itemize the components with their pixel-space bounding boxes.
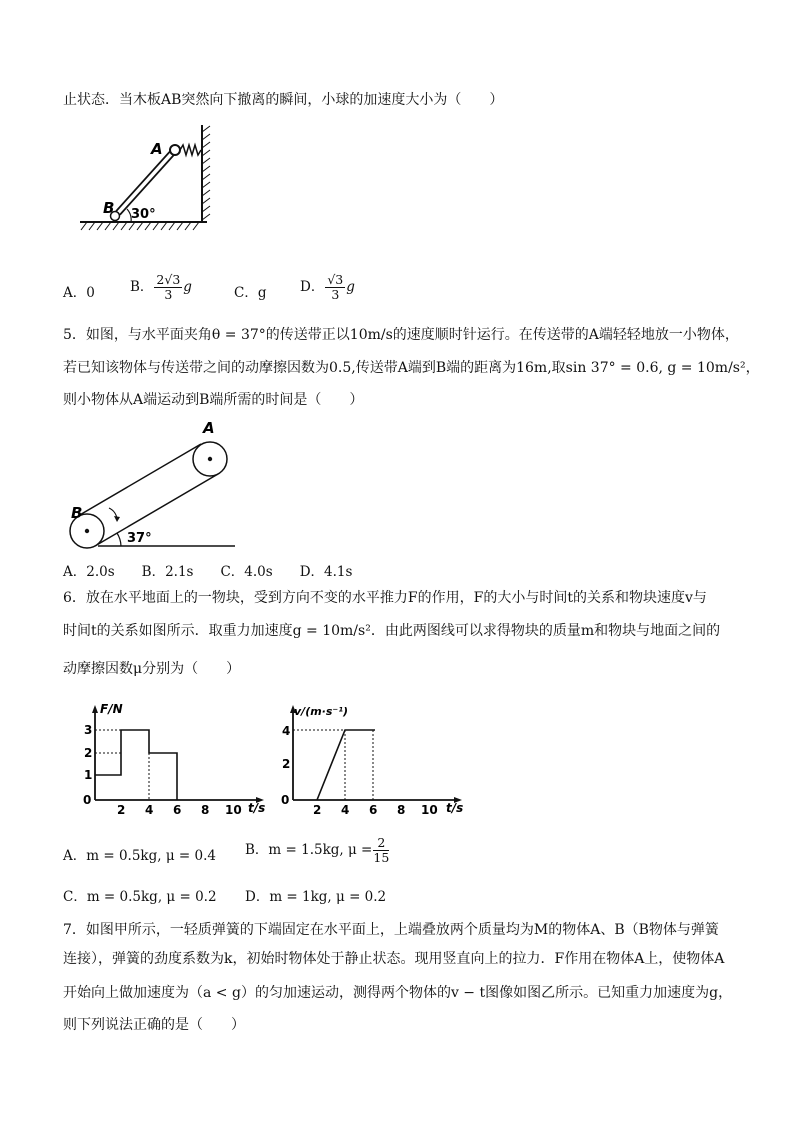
q6-option-b-den: 15 <box>373 850 390 865</box>
q5-label-a: A <box>203 419 215 437</box>
f-ytick-3: 3 <box>84 723 93 737</box>
q4-label-b: B <box>103 199 115 217</box>
q4-option-b <box>130 273 192 302</box>
q6-line-2: 时间t的关系如图所示．取重力加速度g = 10m/s²．由此两图线可以求得物块的质量m和物块与地面之间的 <box>63 623 721 639</box>
q7-line-4: 则下列说法正确的是（ ） <box>63 1017 245 1033</box>
q5-line-2: 若已知该物体与传送带之间的动摩擦因数为0.5,传送带A端到B端的距离为16m,取sin 37° = 0.6, g = 10m/s²， <box>63 360 760 376</box>
q4-option-d-num: √3 <box>327 272 344 287</box>
q5-belt-bottom <box>95 474 218 546</box>
q4-ball <box>170 145 180 155</box>
f-xtick-6: 6 <box>173 803 182 817</box>
f-xtick-4: 4 <box>145 803 154 817</box>
q6-option-b-prefix: B．m = 1.5kg, μ = <box>245 842 373 858</box>
q6-line-3: 动摩擦因数μ分别为（ ） <box>63 661 241 677</box>
v-xtick-2: 2 <box>313 803 322 817</box>
v-xtick-10: 10 <box>421 803 438 817</box>
q7-line-1: 7．如图甲所示，一轻质弹簧的下端固定在水平面上，上端叠放两个质量均为M的物体A、B（B物体与弹簧 <box>63 922 719 938</box>
q7-line-3: 开始向上做加速度为（a < g）的匀加速运动，测得两个物体的v − t图像如图乙所示。已知重力加速度为g， <box>63 985 733 1001</box>
f-ytick-2: 2 <box>84 746 93 760</box>
q5-angle-label: 37° <box>127 531 152 546</box>
v-xtick-4: 4 <box>341 803 350 817</box>
q6-option-c: C．m = 0.5kg, μ = 0.2 <box>63 889 217 905</box>
q6-option-a: A．m = 0.5kg, μ = 0.4 <box>63 848 216 864</box>
q6-option-b-fraction <box>373 836 389 865</box>
q4-option-d-den: 3 <box>331 287 340 302</box>
f-curve <box>95 730 177 800</box>
f-ylabel: F/N <box>100 702 123 716</box>
q4-figure <box>75 120 235 240</box>
q4-stem-tail: 止状态．当木板AB突然向下撤离的瞬间，小球的加速度大小为（ ） <box>63 92 504 108</box>
f-xlabel: t/s <box>248 801 266 815</box>
f-xtick-8: 8 <box>201 803 210 817</box>
q6-velocity-graph <box>278 702 478 820</box>
v-xlabel: t/s <box>446 801 464 815</box>
q6-option-d: D．m = 1kg, μ = 0.2 <box>245 889 387 905</box>
q4-angle-label: 30° <box>131 207 156 222</box>
q5-line-1: 5．如图，与水平面夹角θ = 37°的传送带正以10m/s的速度顺时针运行。在传送带的A端轻轻地放一小物体， <box>63 327 739 343</box>
q5-angle-arc <box>117 533 121 546</box>
q5-figure <box>65 418 245 553</box>
q6-line-1: 6．放在水平地面上的一物块，受到方向不变的水平推力F的作用，F的大小与时间t的关系和物块速度v与 <box>63 590 707 606</box>
q4-option-b-prefix: B． <box>130 279 154 295</box>
q4-option-b-den: 3 <box>164 287 173 302</box>
q6-option-b <box>245 836 390 865</box>
v-curve <box>317 730 375 800</box>
q6-option-b-num: 2 <box>373 836 389 851</box>
q4-option-c: C．g <box>234 285 267 301</box>
q4-option-b-var: g <box>183 279 192 295</box>
q4-option-d-prefix: D． <box>300 279 325 295</box>
q5-label-b: B <box>71 504 83 522</box>
v-ytick-0: 0 <box>281 793 290 807</box>
q6-force-graph <box>80 702 280 820</box>
v-xtick-6: 6 <box>369 803 378 817</box>
f-xtick-10: 10 <box>225 803 242 817</box>
q4-option-a: A．0 <box>63 285 95 301</box>
f-ytick-1: 1 <box>84 768 93 782</box>
q4-option-b-num: 2√3 <box>156 272 181 287</box>
q4-option-d-var: g <box>346 279 355 295</box>
f-xtick-2: 2 <box>117 803 126 817</box>
q4-spring <box>180 145 201 155</box>
v-ytick-4: 4 <box>282 724 291 738</box>
v-xtick-8: 8 <box>397 803 406 817</box>
f-ytick-0: 0 <box>83 793 92 807</box>
q4-option-d <box>300 273 355 302</box>
v-ytick-2: 2 <box>282 757 291 771</box>
q7-line-2: 连接），弹簧的劲度系数为k，初始时物体处于静止状态。现用竖直向上的拉力．F作用在物体A上，使物体A <box>63 951 725 967</box>
q4-label-a: A <box>151 140 163 158</box>
v-ylabel: v/(m·s⁻¹) <box>294 705 349 718</box>
q4-option-d-fraction <box>325 273 345 302</box>
q5-options: A．2.0s B．2.1s C．4.0s D．4.1s <box>63 564 353 580</box>
q4-option-b-fraction <box>154 273 182 302</box>
q5-belt-top <box>78 444 201 516</box>
q5-line-3: 则小物体从A端运动到B端所需的时间是（ ） <box>63 392 364 408</box>
